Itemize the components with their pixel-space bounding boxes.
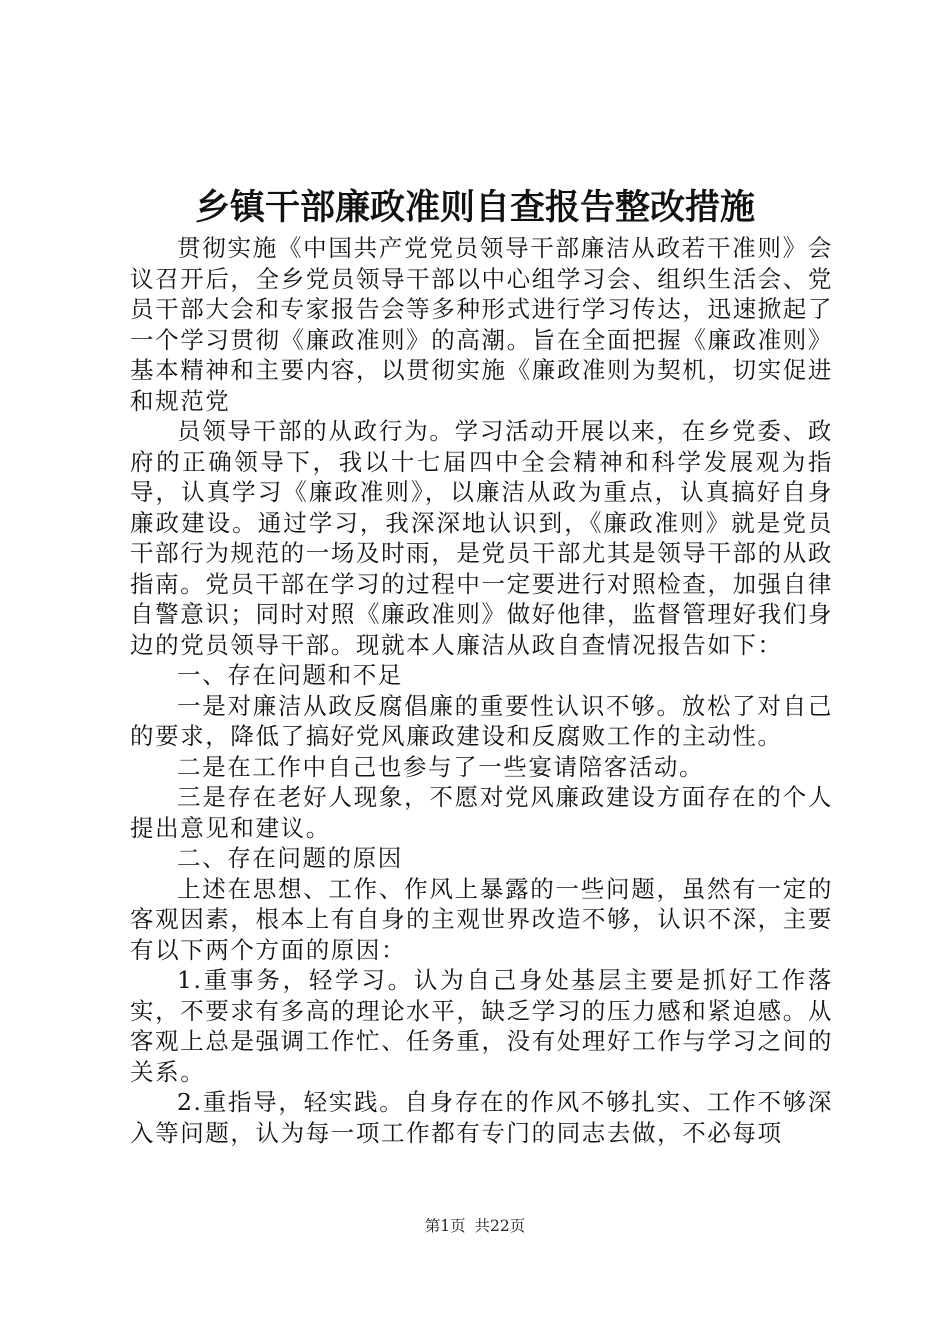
document-body — [130, 233, 833, 1148]
paragraph: 三是存在老好人现象，不愿对党风廉政建设方面存在的个人提出意见和建议。 — [130, 783, 833, 842]
paragraph: 贯彻实施《中国共产党党员领导干部廉洁从政若干准则》会议召开后，全乡党员领导干部以中心组学习会、组织生活会、党员干部大会和专家报告会等多种形式进行学习传达，迅速掀起了一个学习贯彻《廉政准则》的高潮。旨在全面把握《廉政准则》基本精神和主要内容，以贯彻实施《廉政准则为契机，切实促进和规范党 — [130, 234, 833, 415]
section-heading: 二、存在问题的原因 — [177, 844, 403, 872]
paragraph: 上述在思想、工作、作风上暴露的一些问题，虽然有一定的客观因素，根本上有自身的主观世界改造不够，认识不深，主要有以下两个方面的原因： — [130, 874, 833, 964]
page-total: 共22页 — [474, 1217, 526, 1235]
page-number: 第1页 — [424, 1217, 466, 1235]
section-heading: 一、存在问题和不足 — [177, 661, 403, 689]
page-footer — [0, 1216, 950, 1236]
paragraph: 一是对廉洁从政反腐倡廉的重要性认识不够。放松了对自己的要求，降低了搞好党风廉政建设和反腐败工作的主动性。 — [130, 691, 833, 750]
paragraph: 员领导干部的从政行为。学习活动开展以来，在乡党委、政府的正确领导下，我以十七届四中全会精神和科学发展观为指导，认真学习《廉政准则》，以廉洁从政为重点，认真搞好自身廉政建设。通过学习，我深深地认识到，《廉政准则》就是党员干部行为规范的一场及时雨，是党员干部尤其是领导干部的从政指南。党员干部在学习的过程中一定要进行对照检查，加强自律自警意识；同时对照《廉政准则》做好他律，监督管理好我们身边的党员领导干部。现就本人廉洁从政自查情况报告如下： — [130, 417, 833, 659]
paragraph: 1.重事务，轻学习。认为自己身处基层主要是抓好工作落实，不要求有多高的理论水平，缺乏学习的压力感和紧迫感。从客观上总是强调工作忙、任务重，没有处理好工作与学习之间的关系。 — [130, 966, 833, 1086]
document-title: 乡镇干部廉政准则自查报告整改措施 — [194, 187, 755, 228]
paragraph: 2.重指导，轻实践。自身存在的作风不够扎实、工作不够深入等问题，认为每一项工作都有专门的同志去做，不必每项 — [130, 1088, 833, 1147]
paragraph: 二是在工作中自己也参与了一些宴请陪客活动。 — [177, 752, 705, 781]
